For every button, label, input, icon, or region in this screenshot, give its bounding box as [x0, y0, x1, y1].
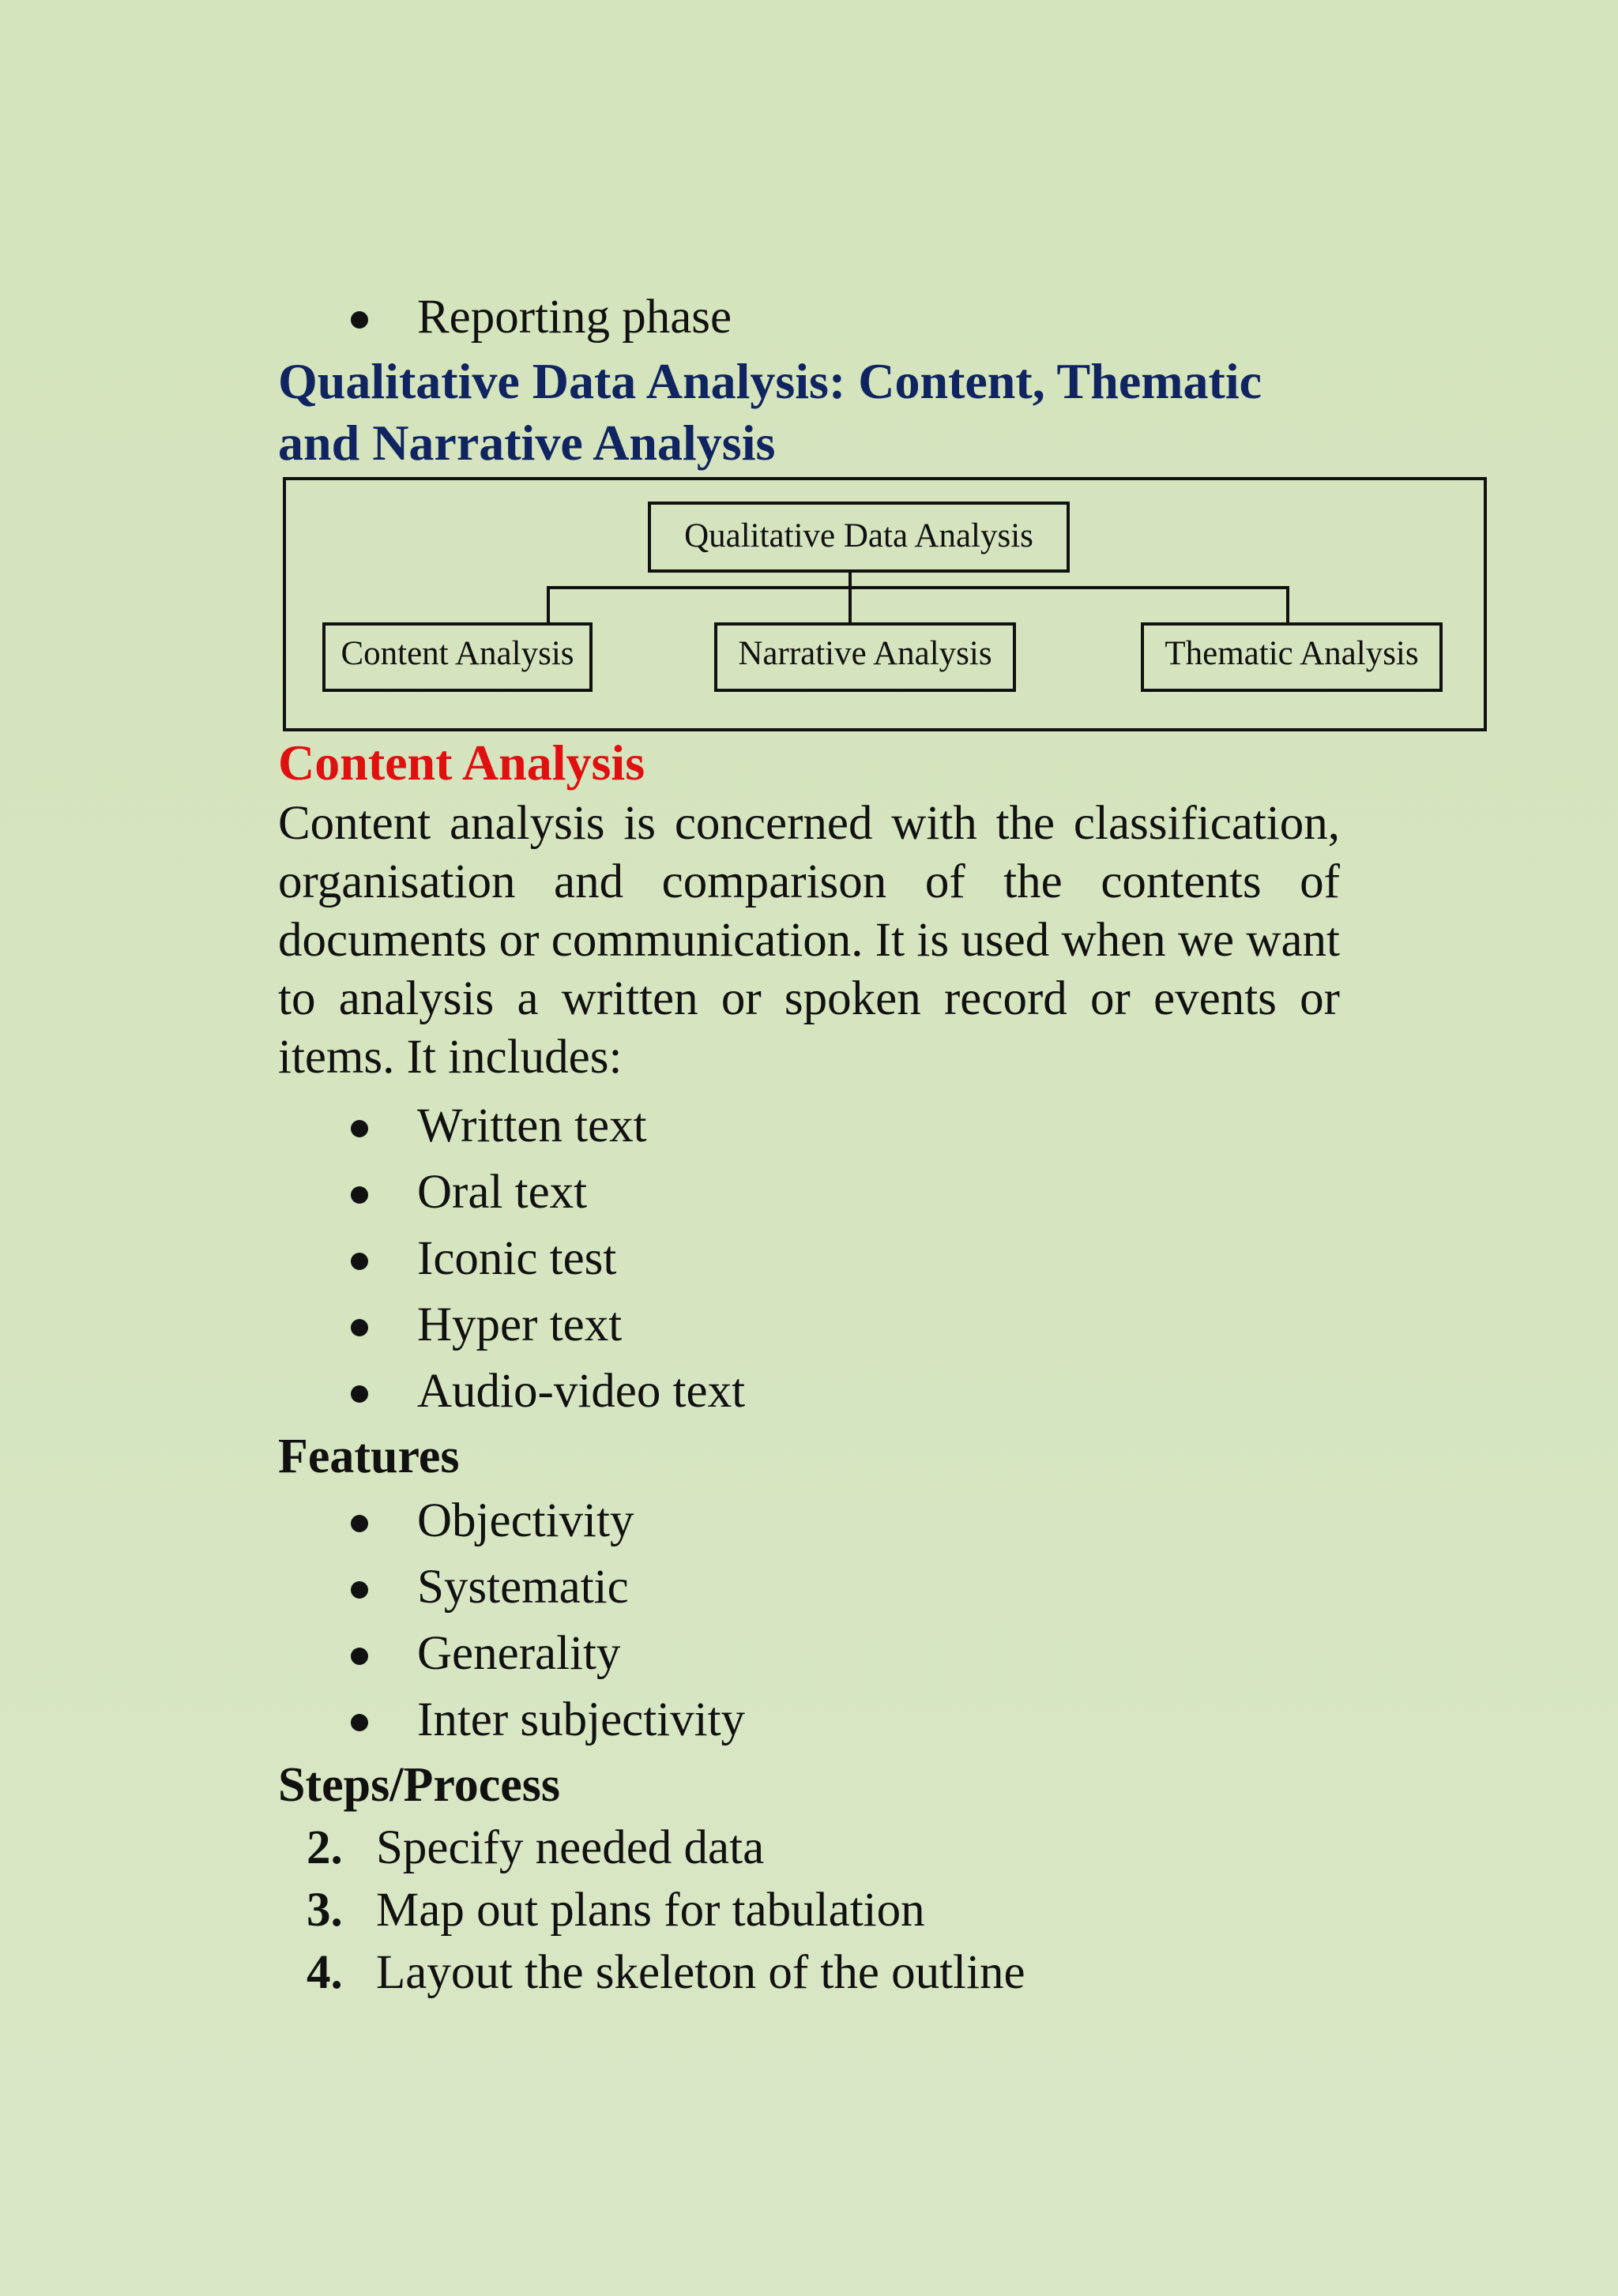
list-item: Reporting phase	[278, 284, 1340, 351]
features-list	[278, 1488, 1340, 1753]
steps-list	[278, 1817, 1340, 2004]
phase-list	[278, 284, 1340, 351]
list-item: Systematic	[278, 1554, 1340, 1621]
list-item: Inter subjectivity	[278, 1687, 1340, 1753]
section-heading: Qualitative Data Analysis: Content, Thematic and Narrative Analysis	[278, 353, 1262, 471]
steps-heading: Steps/Process	[278, 1758, 561, 1812]
list-item: Oral text	[278, 1159, 1340, 1226]
features-heading: Features	[278, 1430, 460, 1483]
diagram-root-box: Qualitative Data Analysis	[648, 502, 1070, 573]
content-analysis-paragraph: Content analysis is concerned with the classification, organisation and comparison of the contents of documents or communication. It is used when we want to analysis a written or spoken record or events or items. It includes:	[278, 797, 1340, 1084]
diagram-child-box: Thematic Analysis	[1141, 622, 1443, 692]
content-analysis-heading: Content Analysis	[278, 735, 645, 791]
list-item	[278, 1817, 1340, 1879]
list-item: Written text	[278, 1093, 1340, 1159]
step-text: Layout the skeleton of the outline	[376, 1946, 1025, 1999]
list-item	[278, 1941, 1340, 2004]
step-text: Map out plans for tabulation	[376, 1884, 925, 1937]
list-item	[278, 1879, 1340, 1941]
diagram-child-box: Content Analysis	[322, 622, 593, 692]
list-item: Audio-video text	[278, 1358, 1340, 1425]
list-item: Generality	[278, 1621, 1340, 1687]
step-number: 3.	[307, 1884, 343, 1937]
step-number: 2.	[307, 1821, 343, 1874]
analysis-diagram	[283, 477, 1488, 731]
list-item: Objectivity	[278, 1488, 1340, 1554]
document-page	[278, 284, 1419, 2004]
diagram-child-box: Narrative Analysis	[714, 622, 1016, 692]
step-number: 4.	[307, 1946, 343, 1999]
list-item: Hyper text	[278, 1292, 1340, 1358]
step-text: Specify needed data	[376, 1821, 765, 1874]
list-item: Iconic test	[278, 1226, 1340, 1292]
includes-list	[278, 1093, 1340, 1425]
